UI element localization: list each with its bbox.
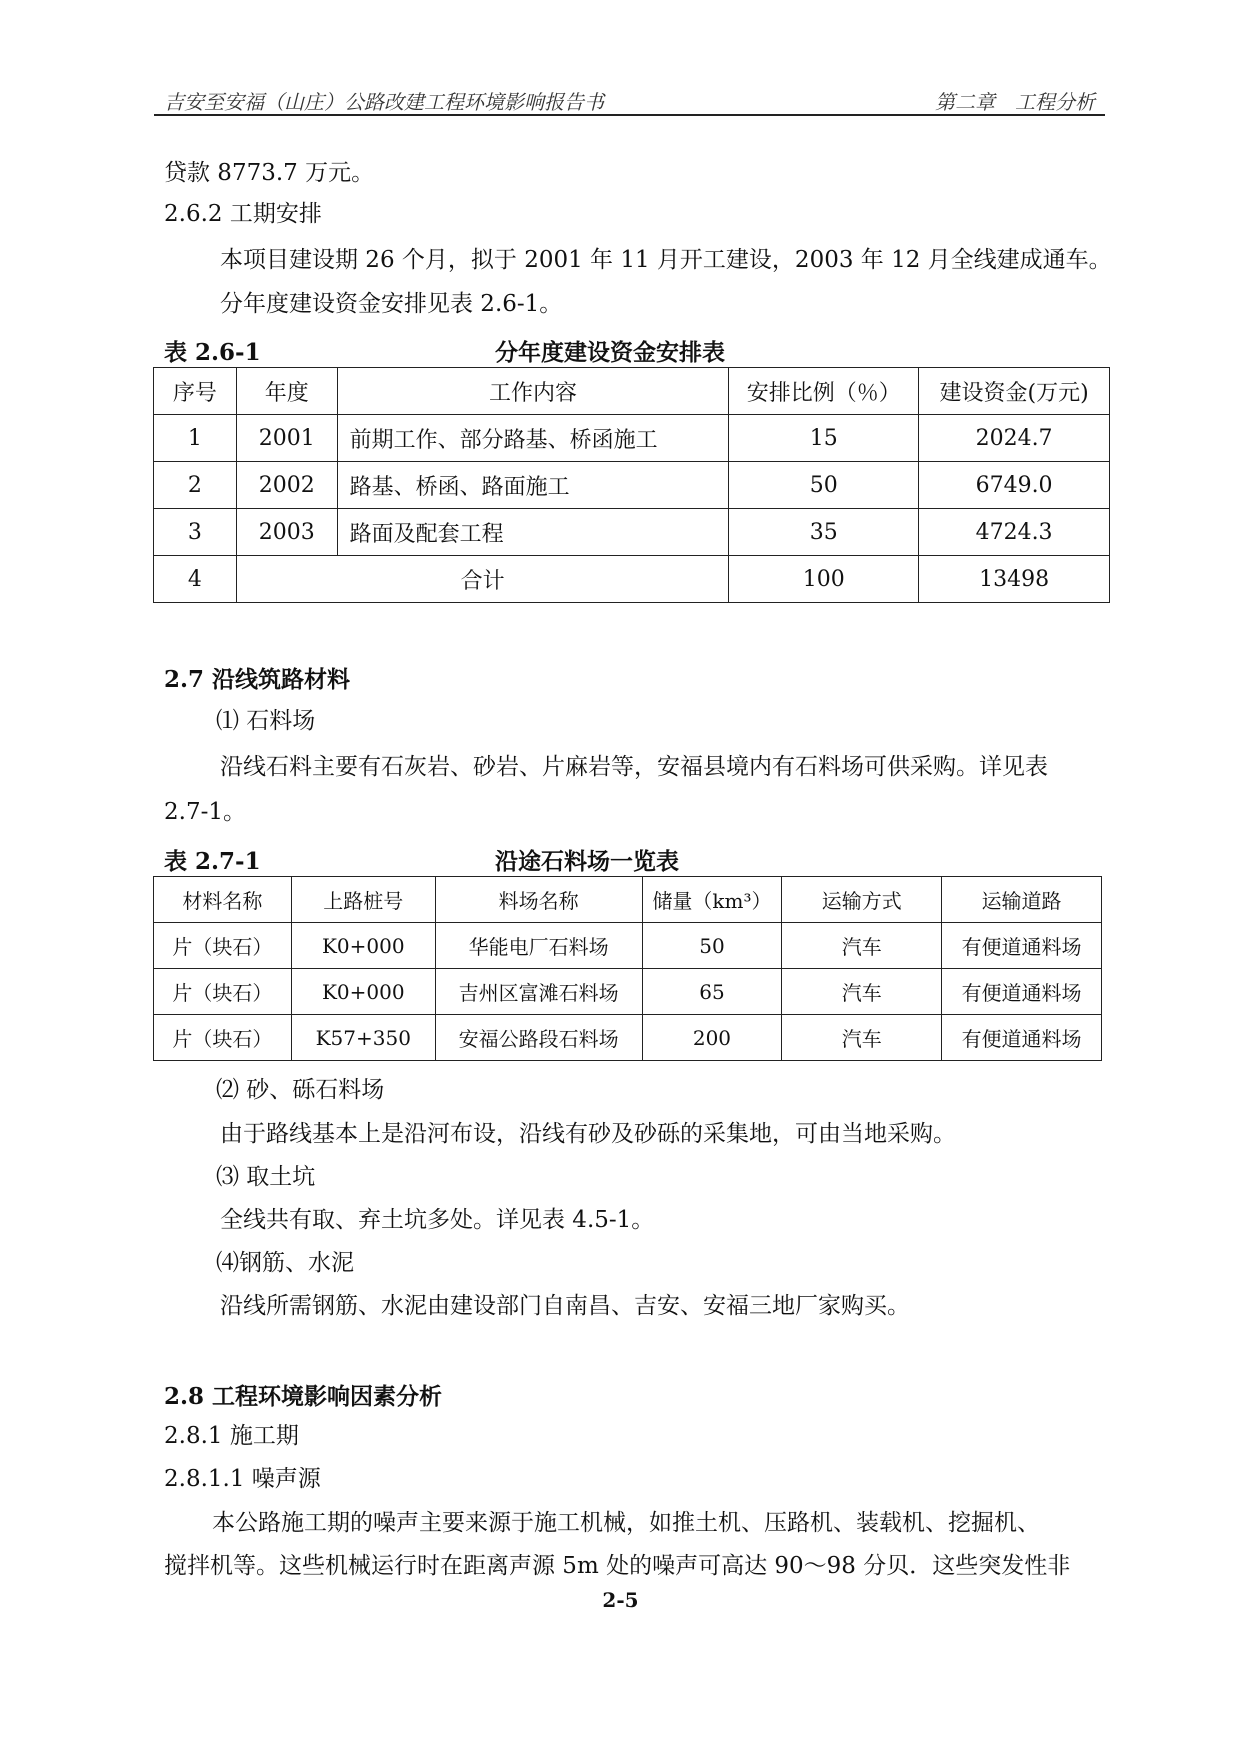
table-row xyxy=(154,509,1110,556)
paragraph-pit: 全线共有取、弃土坑多处。详见表 4.5-1。 xyxy=(220,1207,655,1233)
table-cell: 有便道通料场 xyxy=(942,1015,1102,1061)
table-row xyxy=(154,969,1102,1015)
item-borrow-pit: ⑶ 取土坑 xyxy=(216,1164,316,1190)
table-cell: 3 xyxy=(154,509,237,556)
table2-title: 沿途石料场一览表 xyxy=(495,848,679,875)
paragraph-noise-2: 搅拌机等。这些机械运行时在距离声源 5m 处的噪声可高达 90～98 分贝．这些突发性非 xyxy=(164,1553,1071,1579)
section-2-8-1: 2.8.1 施工期 xyxy=(164,1423,299,1449)
header-cell: 建设资金(万元) xyxy=(919,368,1110,415)
table-cell: 路基、桥函、路面施工 xyxy=(337,462,729,509)
table-cell: K57+350 xyxy=(291,1015,435,1061)
section-2-6-2: 2.6.2 工期安排 xyxy=(164,201,322,227)
table-cell: 4 xyxy=(154,556,237,603)
table-cell: 2001 xyxy=(236,415,337,462)
table-cell: 有便道通料场 xyxy=(942,969,1102,1015)
table-cell: 路面及配套工程 xyxy=(337,509,729,556)
page-number: 2-5 xyxy=(602,1588,639,1612)
header-chapter: 第二章 工程分析 xyxy=(935,90,1095,114)
table-cell: 安福公路段石料场 xyxy=(435,1015,642,1061)
table-cell: 4724.3 xyxy=(919,509,1110,556)
table-row xyxy=(154,415,1110,462)
table-cell: 6749.0 xyxy=(919,462,1110,509)
header-cell: 运输道路 xyxy=(942,877,1102,923)
paragraph-noise-1: 本公路施工期的噪声主要来源于施工机械，如推土机、压路机、装载机、挖掘机、 xyxy=(212,1510,1040,1536)
table-row xyxy=(154,1015,1102,1061)
table-cell: 50 xyxy=(642,923,782,969)
header-cell: 料场名称 xyxy=(435,877,642,923)
paragraph-schedule: 本项目建设期 26 个月，拟于 2001 年 11 月开工建设，2003 年 12 月全线建成通车。 xyxy=(220,247,1112,273)
header-cell: 运输方式 xyxy=(782,877,942,923)
table-cell: 2024.7 xyxy=(919,415,1110,462)
loan-line: 贷款 8773.7 万元。 xyxy=(164,160,375,186)
table-cell: 华能电厂石料场 xyxy=(435,923,642,969)
table-cell: 13498 xyxy=(919,556,1110,603)
table-row xyxy=(154,923,1102,969)
item-stone-quarry: ⑴ 石料场 xyxy=(216,708,316,734)
table-cell: 2002 xyxy=(236,462,337,509)
table-cell: 有便道通料场 xyxy=(942,923,1102,969)
section-2-8-1-1: 2.8.1.1 噪声源 xyxy=(164,1466,321,1492)
table-row xyxy=(154,462,1110,509)
table-cell: K0+000 xyxy=(291,923,435,969)
section-2-8: 2.8 工程环境影响因素分析 xyxy=(164,1383,443,1410)
table-cell: 2003 xyxy=(236,509,337,556)
header-cell: 储量（km³） xyxy=(642,877,782,923)
header-cell: 上路桩号 xyxy=(291,877,435,923)
table-cell: 吉州区富滩石料场 xyxy=(435,969,642,1015)
paragraph-stone-2: 2.7-1。 xyxy=(164,799,246,825)
header-cell: 工作内容 xyxy=(337,368,729,415)
table-cell: 35 xyxy=(729,509,919,556)
fund-schedule-table xyxy=(153,367,1110,603)
table-header-row xyxy=(154,877,1102,923)
item-steel-cement: ⑷钢筋、水泥 xyxy=(216,1250,354,1276)
header-cell: 序号 xyxy=(154,368,237,415)
paragraph-stone-1: 沿线石料主要有石灰岩、砂岩、片麻岩等，安福县境内有石料场可供采购。详见表 xyxy=(220,754,1048,780)
table-cell: 片（块石） xyxy=(154,1015,292,1061)
table-cell: K0+000 xyxy=(291,969,435,1015)
paragraph-sand: 由于路线基本上是沿河布设，沿线有砂及砂砾的采集地，可由当地采购。 xyxy=(220,1121,956,1147)
table-cell: 200 xyxy=(642,1015,782,1061)
table-cell: 50 xyxy=(729,462,919,509)
table1-label: 表 2.6-1 xyxy=(164,339,261,366)
table-cell: 片（块石） xyxy=(154,969,292,1015)
header-cell: 材料名称 xyxy=(154,877,292,923)
table-cell: 片（块石） xyxy=(154,923,292,969)
running-header xyxy=(154,84,1105,116)
table-cell: 65 xyxy=(642,969,782,1015)
paragraph-fund-ref: 分年度建设资金安排见表 2.6-1。 xyxy=(220,291,563,317)
table-cell: 15 xyxy=(729,415,919,462)
table-cell: 2 xyxy=(154,462,237,509)
item-sand-gravel: ⑵ 砂、砾石料场 xyxy=(216,1077,385,1103)
table-cell: 1 xyxy=(154,415,237,462)
table-total-row xyxy=(154,556,1110,603)
quarry-table xyxy=(153,876,1102,1061)
header-cell: 年度 xyxy=(236,368,337,415)
table-cell: 汽车 xyxy=(782,923,942,969)
table-cell: 前期工作、部分路基、桥函施工 xyxy=(337,415,729,462)
table1-title: 分年度建设资金安排表 xyxy=(495,339,725,366)
header-cell: 安排比例（％） xyxy=(729,368,919,415)
table-cell: 汽车 xyxy=(782,969,942,1015)
header-title: 吉安至安福（山庄）公路改建工程环境影响报告书 xyxy=(164,90,604,114)
table-header-row xyxy=(154,368,1110,415)
total-label: 合计 xyxy=(236,556,728,603)
table-cell: 100 xyxy=(729,556,919,603)
table2-label: 表 2.7-1 xyxy=(164,848,261,875)
section-2-7: 2.7 沿线筑路材料 xyxy=(164,666,351,693)
paragraph-steel: 沿线所需钢筋、水泥由建设部门自南昌、吉安、安福三地厂家购买。 xyxy=(220,1293,910,1319)
table-cell: 汽车 xyxy=(782,1015,942,1061)
